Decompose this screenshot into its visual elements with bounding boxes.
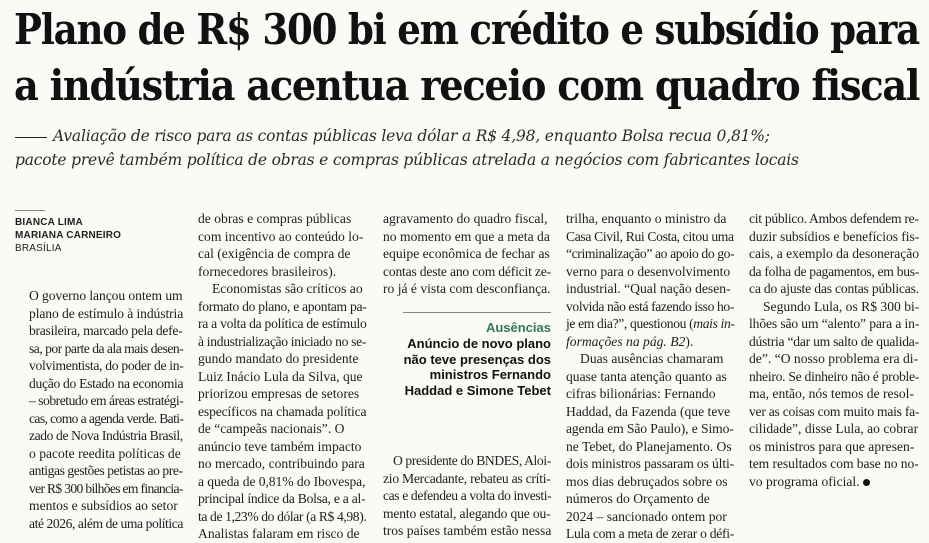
column-5 bbox=[749, 210, 919, 490]
text-line: trilha, enquanto o ministro da bbox=[566, 211, 727, 226]
subheadline bbox=[15, 124, 920, 172]
text-line: tros países também estão nessa bbox=[383, 523, 552, 538]
text-line: a queda de 0,81% do Ibovespa, bbox=[198, 473, 366, 489]
text-line: ro já é vista com desconfiança. bbox=[383, 281, 551, 296]
text-line: formato do plano, e apontam pa- bbox=[198, 298, 367, 314]
text-line: agenda em São Paulo), e Simo- bbox=[566, 421, 734, 436]
pullquote-line: ministros Fernando bbox=[429, 367, 551, 382]
text-line: números do Orçamento de bbox=[566, 491, 710, 506]
text-line: ma, então, nós temos de resol- bbox=[749, 386, 914, 401]
col1-paragraph bbox=[15, 287, 183, 532]
text-line: com incentivo ao conteúdo lo- bbox=[198, 228, 364, 244]
text-fragment: ). bbox=[685, 333, 694, 349]
text-line bbox=[749, 473, 919, 491]
text-line: agravamento do quadro fiscal, bbox=[383, 211, 548, 226]
col2-paragraph-1 bbox=[198, 210, 366, 280]
text-fragment: vo programa oficial. bbox=[749, 473, 860, 489]
column-3 bbox=[383, 210, 551, 540]
text-line: cal (exigência de compra de bbox=[198, 246, 351, 261]
pullquote-line: Anúncio de novo plano bbox=[407, 336, 551, 351]
column-4 bbox=[566, 210, 734, 543]
text-line: à industrialização iniciado no se- bbox=[198, 333, 367, 349]
text-line: os ministros para que apresen- bbox=[749, 438, 915, 454]
text-line: no momento em que a meta da bbox=[383, 228, 550, 244]
text-line: dois ministros passaram os últi- bbox=[566, 456, 735, 471]
text-line: contas deste ano com déficit ze- bbox=[383, 263, 551, 279]
text-line: cas e defendeu a volta do investi- bbox=[383, 488, 552, 503]
text-line: 2024 – sancionado ontem por bbox=[566, 508, 727, 524]
text-line: Haddad, da Fazenda (que teve bbox=[566, 403, 731, 419]
headline-line-2: a indústria acentua receio com quadro fiscal bbox=[14, 61, 920, 110]
text-line: Lula com a meta de zerar o défi- bbox=[566, 526, 735, 541]
subheadline-line-2: pacote prevê também política de obras e compras públicas atrelada a negócios com fabricantes locais bbox=[15, 151, 799, 169]
text-line: priorizou empresas de setores bbox=[198, 386, 360, 401]
text-line: da folha de pagamentos, em bus- bbox=[749, 263, 919, 279]
end-of-article-mark bbox=[863, 479, 870, 486]
text-line: sa, por parte da ala mais desen- bbox=[29, 340, 184, 356]
text-line: quase tanta atenção quanto as bbox=[566, 368, 727, 384]
subheadline-dash bbox=[15, 137, 47, 138]
text-line: O presidente do BNDES, Aloi- bbox=[393, 453, 551, 468]
text-fragment: je em dia?”, questionou ( bbox=[566, 316, 694, 331]
text-line: de”. “O nosso problema era di- bbox=[749, 351, 919, 366]
pullquote-line: Haddad e Simone Tebet bbox=[404, 382, 551, 398]
text-line bbox=[566, 333, 734, 351]
headline bbox=[14, 2, 919, 114]
text-line: específicos na chamada política bbox=[198, 403, 367, 419]
text-line: de “campeãs nacionais”. O bbox=[198, 421, 345, 436]
text-line: volvimentista, do poder de in- bbox=[29, 358, 184, 373]
text-line: – sobretudo em áreas estratégi- bbox=[29, 393, 184, 408]
text-line: ca do ajuste das contas públicas. bbox=[749, 281, 919, 296]
text-line: “criminalização” ao apoio do go- bbox=[566, 246, 735, 261]
text-line: zado de Nova Indústria Brasil, bbox=[29, 428, 183, 443]
text-line: Analistas falaram em risco de bbox=[198, 526, 360, 541]
text-line: mentos e subsídios ao setor bbox=[29, 498, 178, 513]
text-line: dústria “dar um salto de qualida- bbox=[749, 333, 919, 349]
text-line: cais, a exemplo da desoneração bbox=[749, 246, 920, 261]
col4-paragraph-2 bbox=[566, 350, 734, 543]
text-line: gundo mandato do presidente bbox=[198, 351, 359, 366]
subheadline-line-1: Avaliação de risco para as contas públicas leva dólar a R$ 4,98, enquanto Bolsa recua 0,81%; bbox=[15, 124, 920, 148]
text-line: cilidade”, disse Lula, ao cobrar bbox=[749, 421, 919, 436]
pullquote-line: não teve presenças dos bbox=[403, 351, 551, 367]
col4-paragraph-1 bbox=[566, 210, 734, 350]
text-line: Luiz Inácio Lula da Silva, que bbox=[198, 368, 363, 384]
text-line: até 2026, além de uma política bbox=[29, 515, 183, 531]
byline-location: BRASÍLIA bbox=[15, 243, 62, 254]
text-line: ne Tebet, do Planejamento. Os bbox=[566, 438, 732, 454]
text-line: ta de 1,23% do dólar (a R$ 4,98). bbox=[198, 508, 367, 524]
author-2: MARIANA CARNEIRO bbox=[15, 230, 122, 241]
text-line: O governo lançou ontem um bbox=[29, 288, 183, 303]
text-line: Economistas são críticos ao bbox=[212, 281, 363, 296]
text-line: antigas gestões petistas ao pre- bbox=[29, 463, 183, 478]
byline bbox=[15, 216, 183, 255]
text-line: nheiro. Se dinheiro não é proble- bbox=[749, 368, 920, 384]
text-line: Duas ausências chamaram bbox=[580, 351, 724, 366]
page-reference: formações na pág. B2 bbox=[566, 333, 686, 349]
text-line: ver R$ 300 bilhões em financia- bbox=[29, 480, 183, 496]
text-line: Segundo Lula, os R$ 300 bi- bbox=[763, 298, 920, 314]
byline-rule bbox=[15, 210, 45, 211]
page-reference: mais in- bbox=[693, 316, 735, 331]
text-line: tem resultados com base no no- bbox=[749, 456, 919, 471]
text-line: cifras bilionárias: Fernando bbox=[566, 386, 716, 401]
column-2 bbox=[198, 210, 366, 543]
text-line: industrial. “Qual nação desen- bbox=[566, 281, 731, 296]
text-line: anúncio teve também impacto bbox=[198, 438, 362, 454]
text-line: equipe econômica de fechar as bbox=[383, 246, 550, 261]
text-line: brasileira, marcado pela defe- bbox=[29, 323, 183, 338]
text-line: Casa Civil, Rui Costa, citou uma bbox=[566, 228, 734, 244]
sidebar-kicker: Ausências bbox=[485, 319, 551, 335]
col5-paragraph-1 bbox=[749, 210, 919, 298]
col3-paragraph-top bbox=[383, 210, 551, 298]
text-line: fornecedores brasileiros). bbox=[198, 263, 337, 279]
text-line: cit público. Ambos defendem re- bbox=[749, 211, 919, 226]
text-line: duzir subsídios e benefícios fis- bbox=[749, 228, 920, 244]
text-line: mos dias debruçados sobre os bbox=[566, 473, 728, 489]
sidebar-top-rule bbox=[403, 312, 551, 313]
col3-paragraph-bottom bbox=[383, 452, 551, 540]
text-line: mento estatal, alegando que ou- bbox=[383, 505, 551, 521]
text-line: principal índice da Bolsa, e a al- bbox=[198, 491, 366, 506]
col2-paragraph-2 bbox=[198, 280, 366, 543]
text-line: dução do Estado na economia bbox=[29, 375, 184, 391]
text-line: no mercado, contribuindo para bbox=[198, 456, 365, 471]
text-line: zio Mercadante, rebateu as críti- bbox=[383, 470, 551, 486]
text-line: plano de estímulo à indústria bbox=[29, 305, 184, 321]
column-1 bbox=[15, 210, 183, 532]
text-line: ra a volta da política de estímulo bbox=[198, 316, 367, 331]
col5-paragraph-2 bbox=[749, 298, 919, 491]
author-1: BIANCA LIMA bbox=[15, 217, 83, 228]
text-line bbox=[566, 315, 734, 333]
text-line: lhões são um “alento” para a in- bbox=[749, 316, 920, 331]
text-line: ver as coisas com muito mais fa- bbox=[749, 403, 920, 419]
text-line: o pacote reedita políticas de bbox=[29, 445, 181, 461]
headline-line-1: Plano de R$ 300 bi em crédito e subsídio para bbox=[14, 5, 919, 54]
text-line: de obras e compras públicas bbox=[198, 211, 352, 226]
text-line: verno para o desenvolvimento bbox=[566, 263, 731, 279]
text-line: volvida não está fazendo isso ho- bbox=[566, 298, 734, 314]
text-line: cas, como a agenda verde. Bati- bbox=[29, 410, 184, 426]
sidebar-pullquote bbox=[383, 336, 551, 398]
